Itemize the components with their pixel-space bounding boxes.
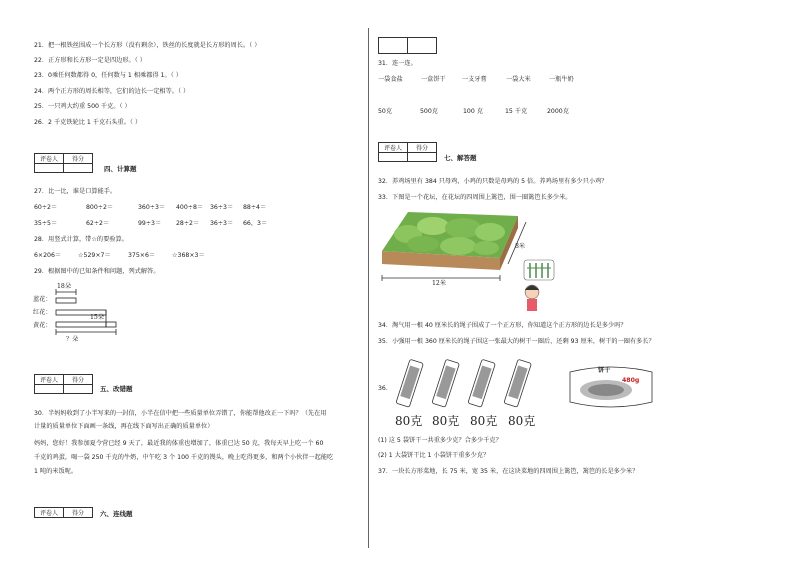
diagram-bottom-label: ？朵 (66, 336, 79, 343)
weight-2000g: 2000克 (547, 108, 569, 115)
bar-weight-3: 80克 (470, 414, 498, 428)
score-label-score: 得分 (64, 508, 93, 518)
weight-row (378, 108, 569, 116)
diagram-blue-label: 蓝花： (33, 296, 52, 303)
score-cell (379, 38, 408, 54)
bar-weight-1: 80克 (395, 414, 423, 428)
score-label-grader: 评卷人 (35, 508, 64, 518)
score-box-right-top (378, 37, 437, 54)
question-35: 35．小强用一根 360 厘米长的绳子围这一张最大的树干一圈后，还剩 93 厘米，树干的一圈有多长？ (378, 338, 655, 345)
score-box-4 (34, 153, 93, 173)
question-26: 26．2 千克铁轮比 1 千克石头重。（ ） (34, 119, 142, 126)
calc-row-1: 60÷2＝ 800÷2＝ 360÷3＝ 400÷8＝ 36÷3＝ 88÷4＝ (34, 204, 267, 211)
large-biscuit-bag (566, 362, 656, 412)
score-label-grader: 评卷人 (35, 154, 64, 164)
score-cell (408, 38, 437, 54)
question-21: 21．把一根铁丝围成一个长方形（没有剩余），铁丝的长度就是长方形的周长。（ ） (34, 42, 261, 49)
question-34: 34．淘气用一根 40 厘米长的绳子围成了一个正方形，你知道这个正方形的边长是多少吗？ (378, 322, 627, 329)
bar-weight-4: 80克 (508, 414, 536, 428)
item-biscuit: 一盒饼干 (421, 76, 446, 83)
question-36: 36． (378, 385, 393, 392)
vertical-calc-row: 6×206＝ ☆529×7＝ 375×6＝ ☆368×3＝ (34, 252, 205, 259)
bar-weight-2: 80克 (432, 414, 460, 428)
score-label-grader: 评卷人 (379, 143, 408, 153)
item-row (378, 76, 574, 84)
flower-bed-side-dim: 8米 (515, 243, 526, 250)
large-bag-weight: 480g (622, 377, 640, 384)
item-salt: 一袋食盐 (378, 76, 403, 83)
question-24: 24．两个正方形的周长相等，它们的边长一定相等。（ ） (34, 88, 190, 95)
column-divider (368, 28, 369, 548)
girl-with-fence-image (520, 256, 560, 316)
score-box-6 (34, 507, 93, 518)
item-milk: 一瓶牛奶 (549, 76, 574, 83)
section-6-title: 六、连线题 (100, 510, 133, 518)
question-23: 23．0乘任何数都得 0，任何数与 1 相乘都得 1。（ ） (34, 72, 182, 79)
score-label-grader: 评卷人 (35, 375, 64, 385)
score-cell (64, 164, 93, 173)
score-label-score: 得分 (64, 375, 93, 385)
diagram-red-label: 红花： (33, 309, 52, 316)
score-label-score: 得分 (64, 154, 93, 164)
question-30-line-5: 1 吨的米饭呢。 (34, 468, 78, 475)
diagram-mid-label: 15朵 (90, 314, 105, 321)
section-7-title: 七、解答题 (444, 154, 477, 162)
question-30-line-3: 妈妈，您好！我参加夏令营已经 9 天了，最近我的体重也增加了，体重已达 50 克，我每天早上吃一个 60 (34, 440, 324, 447)
question-25: 25．一只鸡大约重 500 千克。（ ） (34, 103, 131, 110)
score-cell (64, 385, 93, 394)
question-33: 33．下图是一个花坛，在花坛的四周围上篱笆，围一圈篱笆长多少米。 (378, 194, 572, 201)
question-37: 37．一块长方形菜地，长 75 米，宽 35 米，在这块菜地的四周围上篱笆，篱笆的长是多少米？ (378, 468, 639, 475)
diagram-yellow-label: 黄花： (33, 322, 52, 329)
calc-row-2: 35÷5＝ 62÷2＝ 99÷3＝ 28÷2＝ 36÷3＝ 66，3＝ (34, 220, 268, 227)
flower-bed-bottom-dim: 12米 (432, 280, 447, 287)
question-30-line-2: 计量的质量单位下面画一条线，再在线下面写出正确的质量单位） (34, 423, 214, 430)
question-30-line-1: 30．半妈妈收到了小半写来的一封信，小半在信中把一些质量单位弄错了，你能帮他改正一下吗？（先在用 (34, 410, 327, 417)
score-box-5 (34, 374, 93, 394)
item-rice: 一袋大米 (506, 76, 531, 83)
score-cell (35, 385, 64, 394)
diagram-top-label: 18朵 (57, 283, 72, 290)
score-box-7 (378, 142, 437, 162)
section-4-title: 四、计算题 (104, 165, 137, 173)
item-toothpaste: 一支牙膏 (462, 76, 487, 83)
small-biscuit-bags (395, 356, 545, 411)
question-22: 22．正方形和长方形一定是四边形。（ ） (34, 57, 146, 64)
question-28: 28．用竖式计算，带☆的要验算。 (34, 236, 128, 243)
weight-500g: 500克 (420, 108, 438, 115)
weight-15kg: 15 千克 (505, 108, 528, 115)
score-cell (379, 153, 408, 162)
score-cell (35, 164, 64, 173)
question-27: 27．比一比，谁是口算能手。 (34, 188, 117, 195)
question-29: 29．根据图中的已知条件和问题，列式解答。 (34, 268, 160, 275)
weight-100g: 100 克 (463, 108, 483, 115)
question-30-line-4: 千克的鸡蛋，喝一袋 250 千克的牛奶，中午吃 3 个 100 千克的馒头，晚上吃得更多，和两个小伙伴一起能吃 (34, 454, 334, 461)
score-label-score: 得分 (408, 143, 437, 153)
weight-50g: 50克 (378, 108, 393, 115)
question-31: 31．连一连。 (378, 60, 417, 67)
section-5-title: 五、改错题 (100, 385, 133, 393)
large-bag-brand: 饼干 (598, 367, 611, 374)
score-cell (408, 153, 437, 162)
question-36-part-1: (1) 这 5 袋饼干一共重多少克？合多少千克？ (378, 437, 502, 444)
question-32: 32．养鸡场里有 384 只母鸡，小鸡的只数是母鸡的 5 倍。养鸡场里有多少只小鸡？ (378, 178, 608, 185)
question-36-part-2: (2) 1 大袋饼干比 1 小袋饼干重多少克？ (378, 452, 490, 459)
